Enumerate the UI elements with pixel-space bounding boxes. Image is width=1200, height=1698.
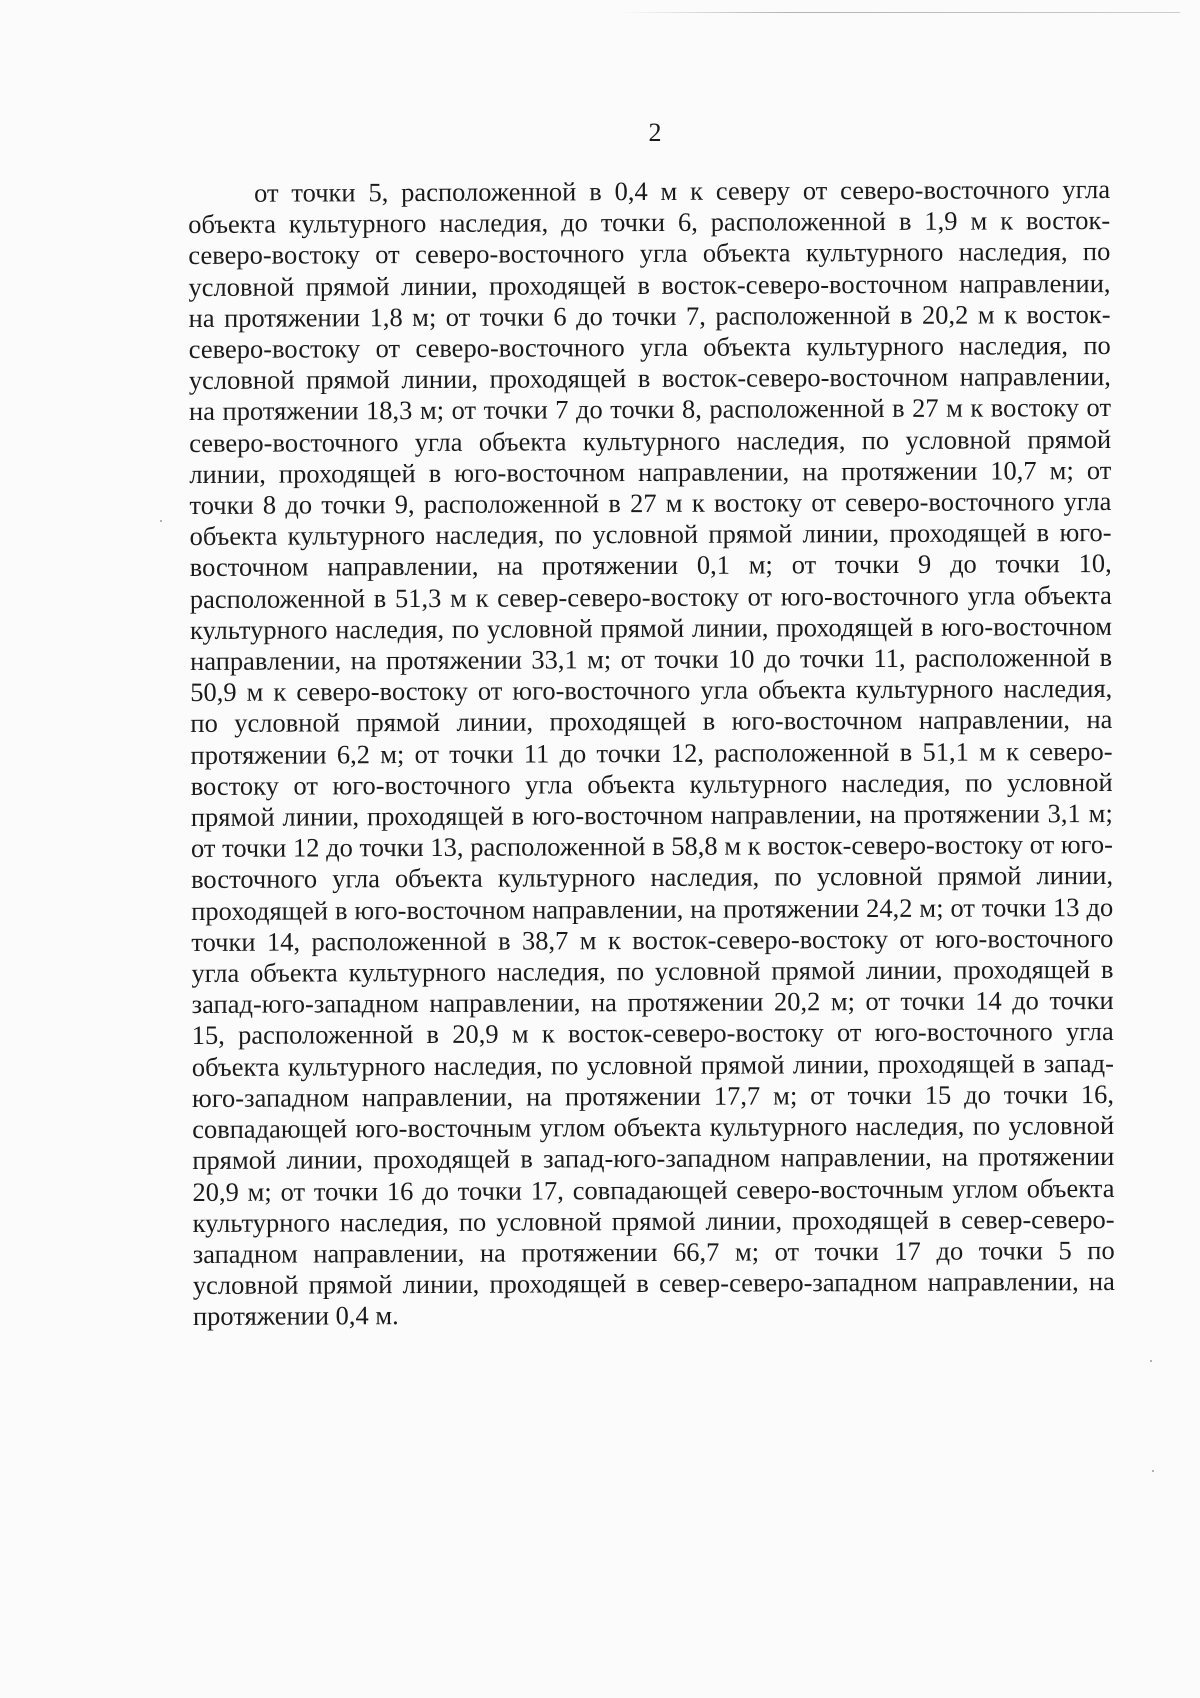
scan-artifact-line (620, 12, 1180, 13)
scan-artifact-dot (1152, 1470, 1154, 1472)
scan-artifact-dot (160, 520, 162, 522)
page-number: 2 (648, 118, 662, 147)
scan-artifact-dot (1150, 1360, 1152, 1362)
body-paragraph: от точки 5, расположенной в 0,4 м к северу от северо-восточного угла объекта культурного наследия, до точки 6, расположенной в 1,9 м к восток-северо-востоку от северо-восточного угла объекта культурного наследия, по условной прямой линии, проходящей в восток-северо-восточном направлении, на протяжении 1,8 м; от точки 6 до точки 7, расположенной в 20,2 м к восток-северо-востоку от северо-восточного угла объекта культурного наследия, по условной прямой линии, проходящей в восток-северо-восточном направлении, на протяжении 18,3 м; от точки 7 до точки 8, расположенной в 27 м к востоку от северо-восточного угла объекта культурного наследия, по условной прямой линии, проходящей в юго-восточном направлении, на протяжении 10,7 м; от точки 8 до точки 9, расположенной в 27 м к востоку от северо-восточного угла объекта культурного наследия, по условной прямой линии, проходящей в юго-восточном направлении, на протяжении 0,1 м; от точки 9 до точки 10, расположенной в 51,3 м к север-северо-востоку от юго-восточного угла объекта культурного наследия, по условной прямой линии, проходящей в юго-восточном направлении, на протяжении 33,1 м; от точки 10 до точки 11, расположенной в 50,9 м к северо-востоку от юго-восточного угла объекта культурного наследия, по условной прямой линии, проходящей в юго-восточном направлении, на протяжении 6,2 м; от точки 11 до точки 12, расположенной в 51,1 м к северо-востоку от юго-восточного угла объекта культурного наследия, по условной прямой линии, проходящей в юго-восточном направлении, на протяжении 3,1 м; от точки 12 до точки 13, расположенной в 58,8 м к восток-северо-востоку от юго-восточного угла объекта культурного наследия, по условной прямой линии, проходящей в юго-восточном направлении, на протяжении 24,2 м; от точки 13 до точки 14, расположенной в 38,7 м к восток-северо-востоку от юго-восточного угла объекта культурного наследия, по условной прямой линии, проходящей в запад-юго-западном направлении, на протяжении 20,2 м; от точки 14 до точки 15, расположенной в 20,9 м к восток-северо-востоку от юго-восточного угла объекта культурного наследия, по условной прямой линии, проходящей в запад-юго-западном направлении, на протяжении 17,7 м; от точки 15 до точки 16, совпадающей юго-восточным углом объекта культурного наследия, по условной прямой линии, проходящей в запад-юго-западном направлении, на протяжении 20,9 м; от точки 16 до точки 17, совпадающей северо-восточным углом объекта культурного наследия, по условной прямой линии, проходящей в север-северо-западном направлении, на протяжении 66,7 м; от точки 17 до точки 5 по условной прямой линии, проходящей в север-северо-западном направлении, на протяжении 0,4 м. (188, 173, 1115, 1332)
